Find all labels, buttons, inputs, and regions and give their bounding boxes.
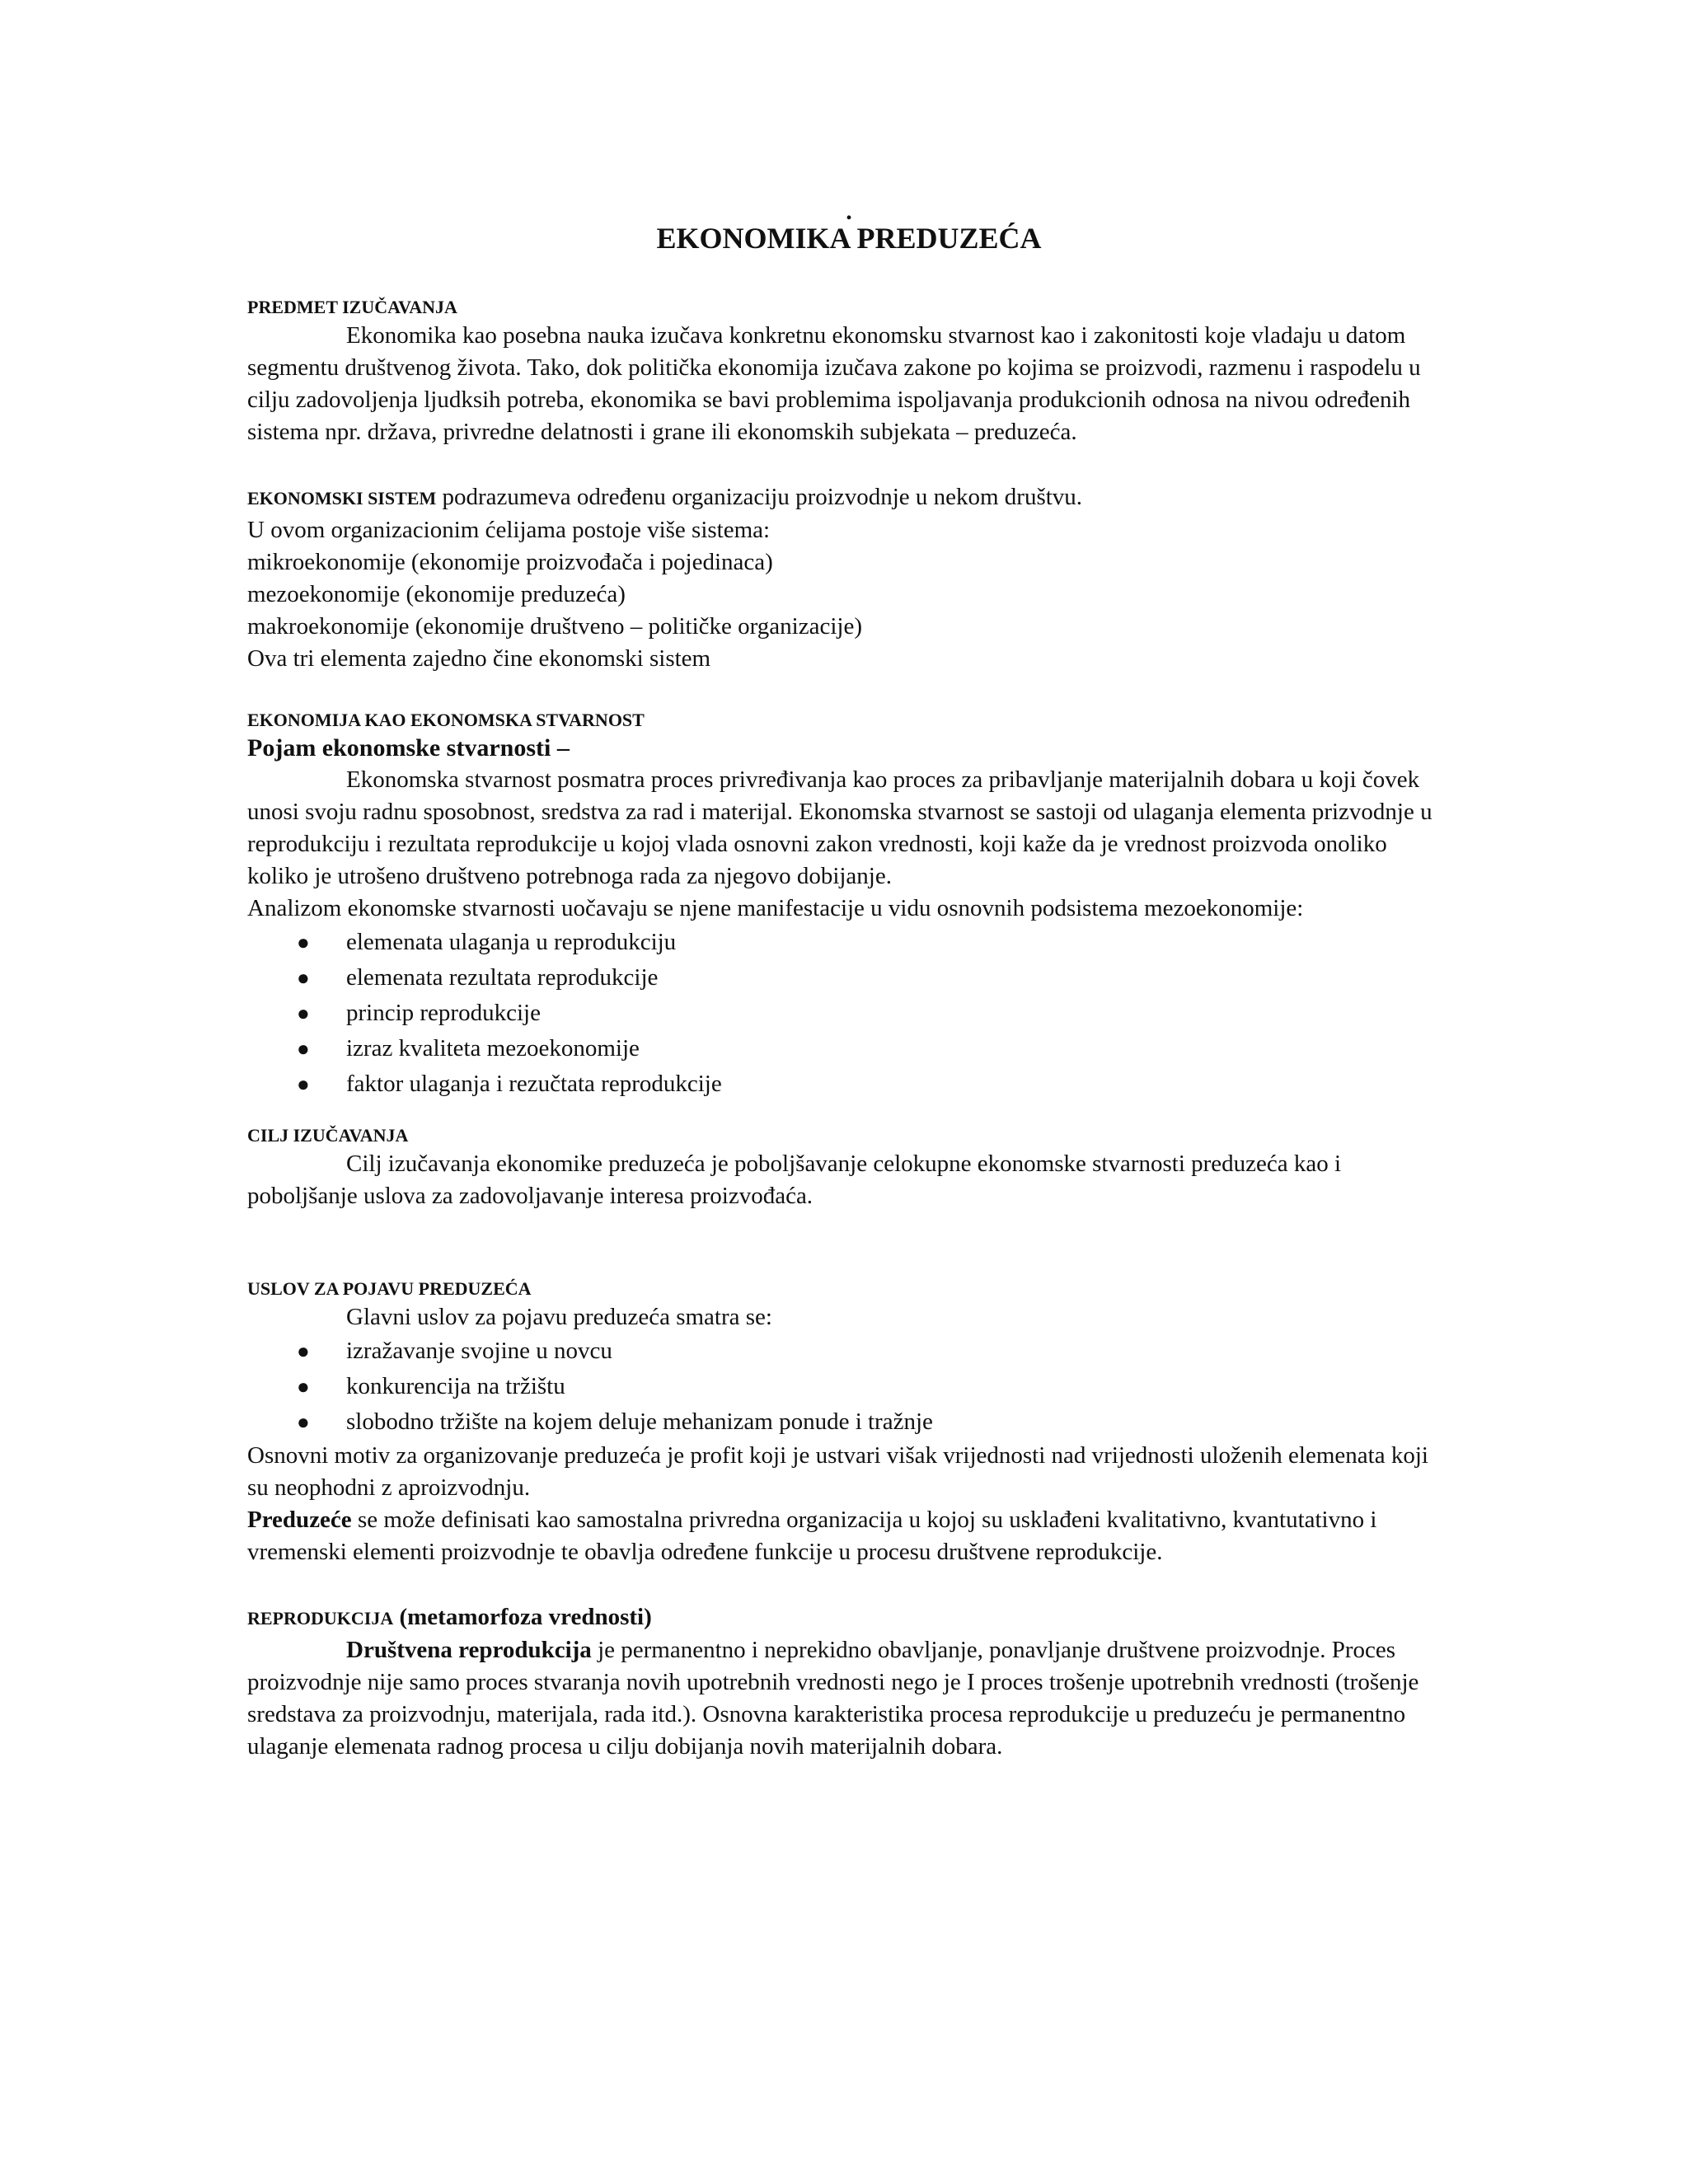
list-item: ● elemenata ulaganja u reprodukciju [247, 925, 1451, 960]
term-drustvena-reprodukcija: Društvena reprodukcija [346, 1637, 592, 1663]
paragraph-uslov-intro: Glavni uslov za pojavu preduzeća smatra se: [346, 1304, 772, 1330]
list-item: ● princip reprodukcije [247, 996, 1451, 1031]
list-item: ● faktor ulaganja i rezučtata reprodukcije [247, 1066, 1451, 1102]
sistem-line: makroekonomije (ekonomije društveno – političke organizacije) [247, 613, 862, 640]
page-title: EKONOMIKA PREDUZEĆA [656, 222, 1042, 255]
heading-reprodukcija: REPRODUKCIJA [247, 1608, 394, 1629]
paragraph-motiv: Osnovni motiv za organizovanje preduzeća je profit koji je ustvari višak vrijednosti nad vrijednosti uloženih elemenata koji su neophodni z aproizvodnju. [247, 1442, 1428, 1501]
paragraph-analizom: Analizom ekonomske stvarnosti uočavaju se njene manifestacije u vidu osnovnih podsistema mezoekonomije: [247, 895, 1304, 921]
bullet-icon: ● [297, 1072, 310, 1096]
heading-predmet: PREDMET IZUČAVANJA [247, 297, 457, 317]
bullet-icon: ● [297, 1339, 310, 1363]
title-dot: . [846, 198, 852, 225]
sistem-line: mikroekonomije (ekonomije proizvođača i pojedinaca) [247, 549, 773, 575]
heading-ekonomija: EKONOMIJA KAO EKONOMSKA STVARNOST [247, 710, 645, 730]
list-item: ● konkurencija na tržištu [247, 1369, 1451, 1404]
uslovi-list [247, 1333, 1451, 1440]
reprodukcija-subtitle: (metamorfoza vrednosti) [393, 1604, 652, 1630]
heading-ekonomski-sistem: EKONOMSKI SISTEM [247, 488, 437, 509]
sistem-line: Ova tri elementa zajedno čine ekonomski sistem [247, 645, 711, 672]
ekonomski-sistem-line [247, 481, 1451, 514]
reprodukcija-heading-line [247, 1601, 1451, 1634]
list-item: ● slobodno tržište na kojem deluje mehanizam ponude i tražnje [247, 1404, 1451, 1440]
sistem-line: U ovom organizacionim ćelijama postoje više sistema: [247, 517, 771, 543]
paragraph-preduzece: Preduzeće se može definisati kao samostalna privredna organizacija u kojoj su usklađeni kvalitativno, kvantutativno i vremenski elementi proizvodnje te obavlja određene funkcije u procesu društvene reprodukcije. [247, 1507, 1377, 1565]
ekonomski-sistem-text: podrazumeva određenu organizaciju proizvodnje u nekom društvu. [436, 484, 1083, 510]
bullet-icon: ● [297, 1037, 310, 1061]
paragraph-reprodukcija: Društvena reprodukcija je permanentno i neprekidno obavljanje, ponavljanje društvene proizvodnje. Proces proizvodnje nije samo proces stvaranja novih upotrebnih vrednosti nego je I proces trošenje upotrebnih vrednosti (trošenje sredstava za proizvodnju, materijala, rada itd.). Osnovna karakteristika procesa reprodukcije u preduzeću je permanentno ulaganje elemenata radnog procesa u cilju dobijanja novih materijalnih dobara. [247, 1637, 1419, 1760]
bullet-icon: ● [297, 1410, 310, 1434]
paragraph-cilj: Cilj izučavanja ekonomike preduzeća je poboljšavanje celokupne ekonomske stvarnosti preduzeća kao i poboljšanje uslova za zadovoljavanje interesa proizvođaća. [247, 1151, 1342, 1209]
paragraph-ekonomska-stvarnost: Ekonomska stvarnost posmatra proces privređivanja kao proces za pribavljanje materijalnih dobara u koji čovek unosi svoju radnu sposobnost, sredstva za rad i materijal. Ekonomska stvarnost se sastoji od ulaganja elementa prizvodnje u reprodukciju i rezultata reprodukcije u kojoj vlada osnovni zakon vrednosti, koji kaže da je vrednost proizvoda onoliko koliko je utrošeno društveno potrebnoga rada za njegovo dobijanje. [247, 766, 1432, 889]
document-page [247, 198, 1451, 1763]
subheading-pojam: Pojam ekonomske stvarnosti – [247, 734, 570, 762]
bullet-icon: ● [297, 930, 310, 954]
heading-uslov: USLOV ZA POJAVU PREDUZEĆA [247, 1278, 532, 1299]
paragraph-predmet: Ekonomika kao posebna nauka izučava konkretnu ekonomsku stvarnost kao i zakonitosti koje vladaju u datom segmentu društvenog života. Tako, dok politička ekonomija izučava zakone po kojima se proizvodi, razmenu i raspodelu u cilju zadovoljenja ljudksih potreba, ekonomika se bavi problemima ispoljavanja produkcionih odnosa na nivou određenih sistema npr. država, privredne delatnosti i grane ili ekonomskih subjekata – preduzeća. [247, 322, 1421, 445]
sistem-line: mezoekonomije (ekonomije preduzeća) [247, 581, 626, 607]
bullet-icon: ● [297, 1001, 310, 1025]
bullet-icon: ● [297, 966, 310, 990]
list-item: ● izražavanje svojine u novcu [247, 1333, 1451, 1369]
podsistemi-list [247, 925, 1451, 1102]
list-item: ● elemenata rezultata reprodukcije [247, 960, 1451, 996]
term-preduzece: Preduzeće [247, 1507, 352, 1533]
heading-cilj: CILJ IZUČAVANJA [247, 1125, 409, 1146]
list-item: ● izraz kvaliteta mezoekonomije [247, 1031, 1451, 1066]
bullet-icon: ● [297, 1375, 310, 1399]
